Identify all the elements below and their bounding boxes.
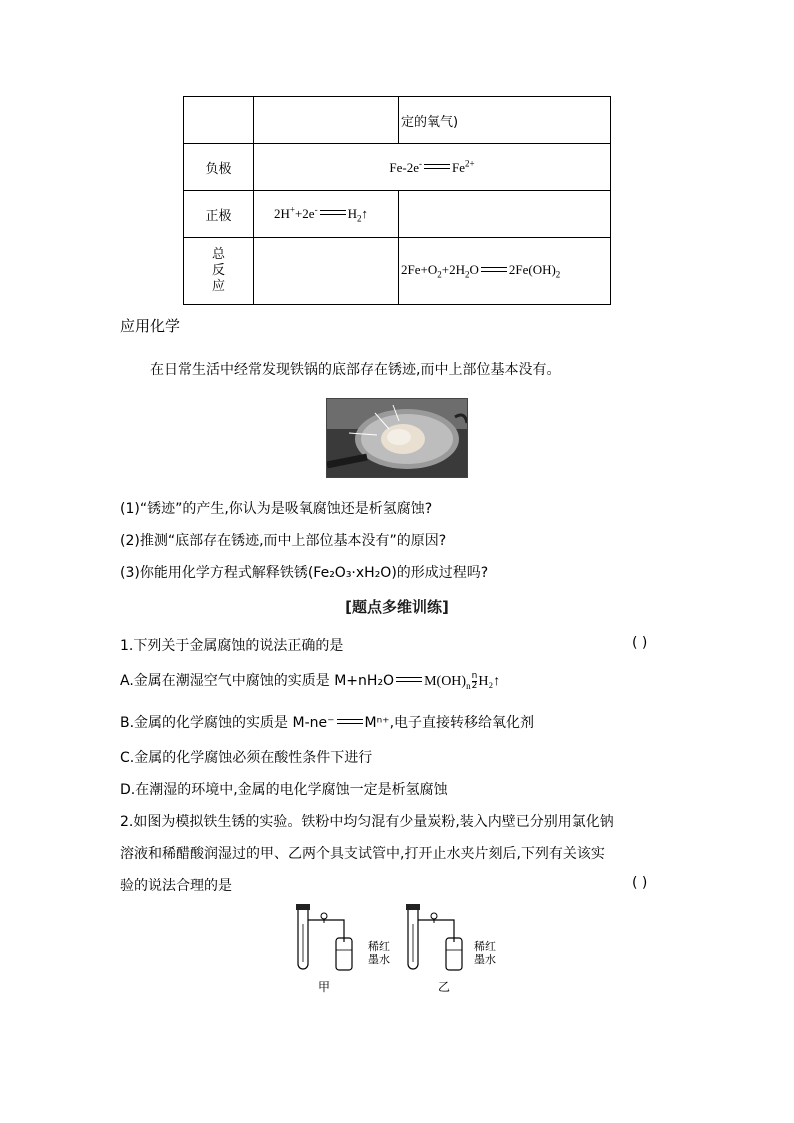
eq-text: 2Fe+O: [401, 262, 438, 278]
option-text: Mⁿ⁺,电子直接转移给氧化剂: [364, 715, 535, 731]
eq-text: O: [469, 262, 479, 278]
row-label-cathode: 正极: [184, 191, 254, 238]
liquid-label-line: 稀红: [474, 940, 496, 953]
q1-option-b: [120, 712, 534, 732]
test-tube-diagram: [288, 902, 508, 996]
question-3: (3)你能用化学方程式解释铁锈(Fe₂O₃·xH₂O)的形成过程吗?: [120, 565, 489, 581]
option-text: B.金属的化学腐蚀的实质是 M-ne⁻: [120, 715, 335, 731]
eq-text: 2H: [274, 205, 290, 221]
label-char: 应: [211, 279, 225, 294]
q1-stem: 1.下列关于金属腐蚀的说法正确的是: [120, 638, 344, 654]
q2-line-3: 验的说法合理的是: [120, 878, 232, 894]
q1-option-a: [120, 670, 500, 691]
equals-sign-icon: [396, 677, 422, 682]
training-heading: [题点多维训练]: [345, 598, 449, 616]
table-cell: [254, 97, 399, 144]
wok-illustration-icon: [327, 399, 467, 477]
option-text: M(OH): [424, 674, 467, 689]
gas-arrow-icon: ↑: [361, 205, 368, 221]
anode-equation: [254, 144, 611, 191]
row-label-overall: [184, 238, 254, 305]
eq-sub: n: [466, 680, 471, 691]
q1-option-c: C.金属的化学腐蚀必须在酸性条件下进行: [120, 750, 373, 766]
table-row: [184, 191, 611, 238]
intro-paragraph: 在日常生活中经常发现铁锅的底部存在锈迹,而中上部位基本没有。: [150, 362, 561, 378]
question-2: (2)推测“底部存在锈迹,而中上部位基本没有”的原因?: [120, 533, 447, 549]
eq-sup: 2+: [465, 158, 475, 169]
label-char: 反: [211, 263, 225, 278]
equals-sign-icon: [481, 267, 507, 272]
option-text: A.金属在潮湿空气中腐蚀的实质是 M+nH₂O: [120, 673, 395, 689]
liquid-label-line: 墨水: [368, 953, 390, 966]
eq-text: 2Fe(OH): [508, 262, 556, 278]
eq-sub: 2: [464, 269, 470, 280]
q1-option-d: D.在潮湿的环境中,金属的电化学腐蚀一定是析氢腐蚀: [120, 782, 448, 798]
liquid-label-right: [474, 940, 496, 966]
liquid-label-line: 稀红: [368, 940, 390, 953]
cathode-equation: [254, 191, 399, 238]
equals-sign-icon: [320, 210, 346, 215]
answer-bracket: ( ): [632, 635, 648, 651]
equals-sign-icon: [337, 719, 363, 724]
cell-text: 定的氧气): [401, 114, 459, 130]
eq-text: H: [347, 205, 357, 221]
section-title: 应用化学: [120, 317, 181, 335]
eq-sup: -: [419, 158, 423, 169]
liquid-label-line: 墨水: [474, 953, 496, 966]
fraction-numerator: n: [471, 670, 478, 681]
eq-text: +2H: [441, 262, 465, 278]
table-cell: [399, 97, 611, 144]
question-1: (1)“锈迹”的产生,你认为是吸氧腐蚀还是析氢腐蚀?: [120, 501, 433, 517]
label-char: 总: [211, 247, 225, 262]
rusty-wok-photo: [326, 398, 468, 478]
eq-sub: 2: [555, 269, 561, 280]
fraction-denominator: 2: [471, 680, 478, 691]
table-row: [184, 97, 611, 144]
eq-sup: +: [289, 204, 295, 215]
overall-equation: [399, 238, 611, 305]
eq-sub: 2: [437, 269, 442, 280]
electrode-comparison-table: [183, 96, 611, 305]
option-text: H₂↑: [478, 674, 501, 689]
fraction: [472, 672, 478, 691]
equals-sign-icon: [424, 164, 450, 169]
table-cell: [254, 238, 399, 305]
answer-bracket: ( ): [632, 875, 648, 891]
table-row: [184, 144, 611, 191]
table-cell: [399, 191, 611, 238]
q2-line-1: 2.如图为模拟铁生锈的实验。铁粉中均匀混有少量炭粉,装入内壁已分别用氯化钠: [120, 814, 614, 830]
eq-text: Fe-2e: [389, 159, 420, 175]
q2-line-2: 溶液和稀醋酸润湿过的甲、乙两个具支试管中,打开止水夹片刻后,下列有关该实: [120, 846, 605, 862]
liquid-label-left: [368, 940, 390, 966]
eq-sup: -: [314, 204, 318, 215]
eq-text: Fe: [452, 159, 466, 175]
eq-sub: 2: [356, 213, 362, 224]
eq-text: +2e: [294, 205, 315, 221]
tube-label-jia: 甲: [318, 980, 331, 994]
row-label-anode: 负极: [184, 144, 254, 191]
table-row: [184, 238, 611, 305]
tube-label-yi: 乙: [438, 980, 451, 994]
table-cell: [184, 97, 254, 144]
